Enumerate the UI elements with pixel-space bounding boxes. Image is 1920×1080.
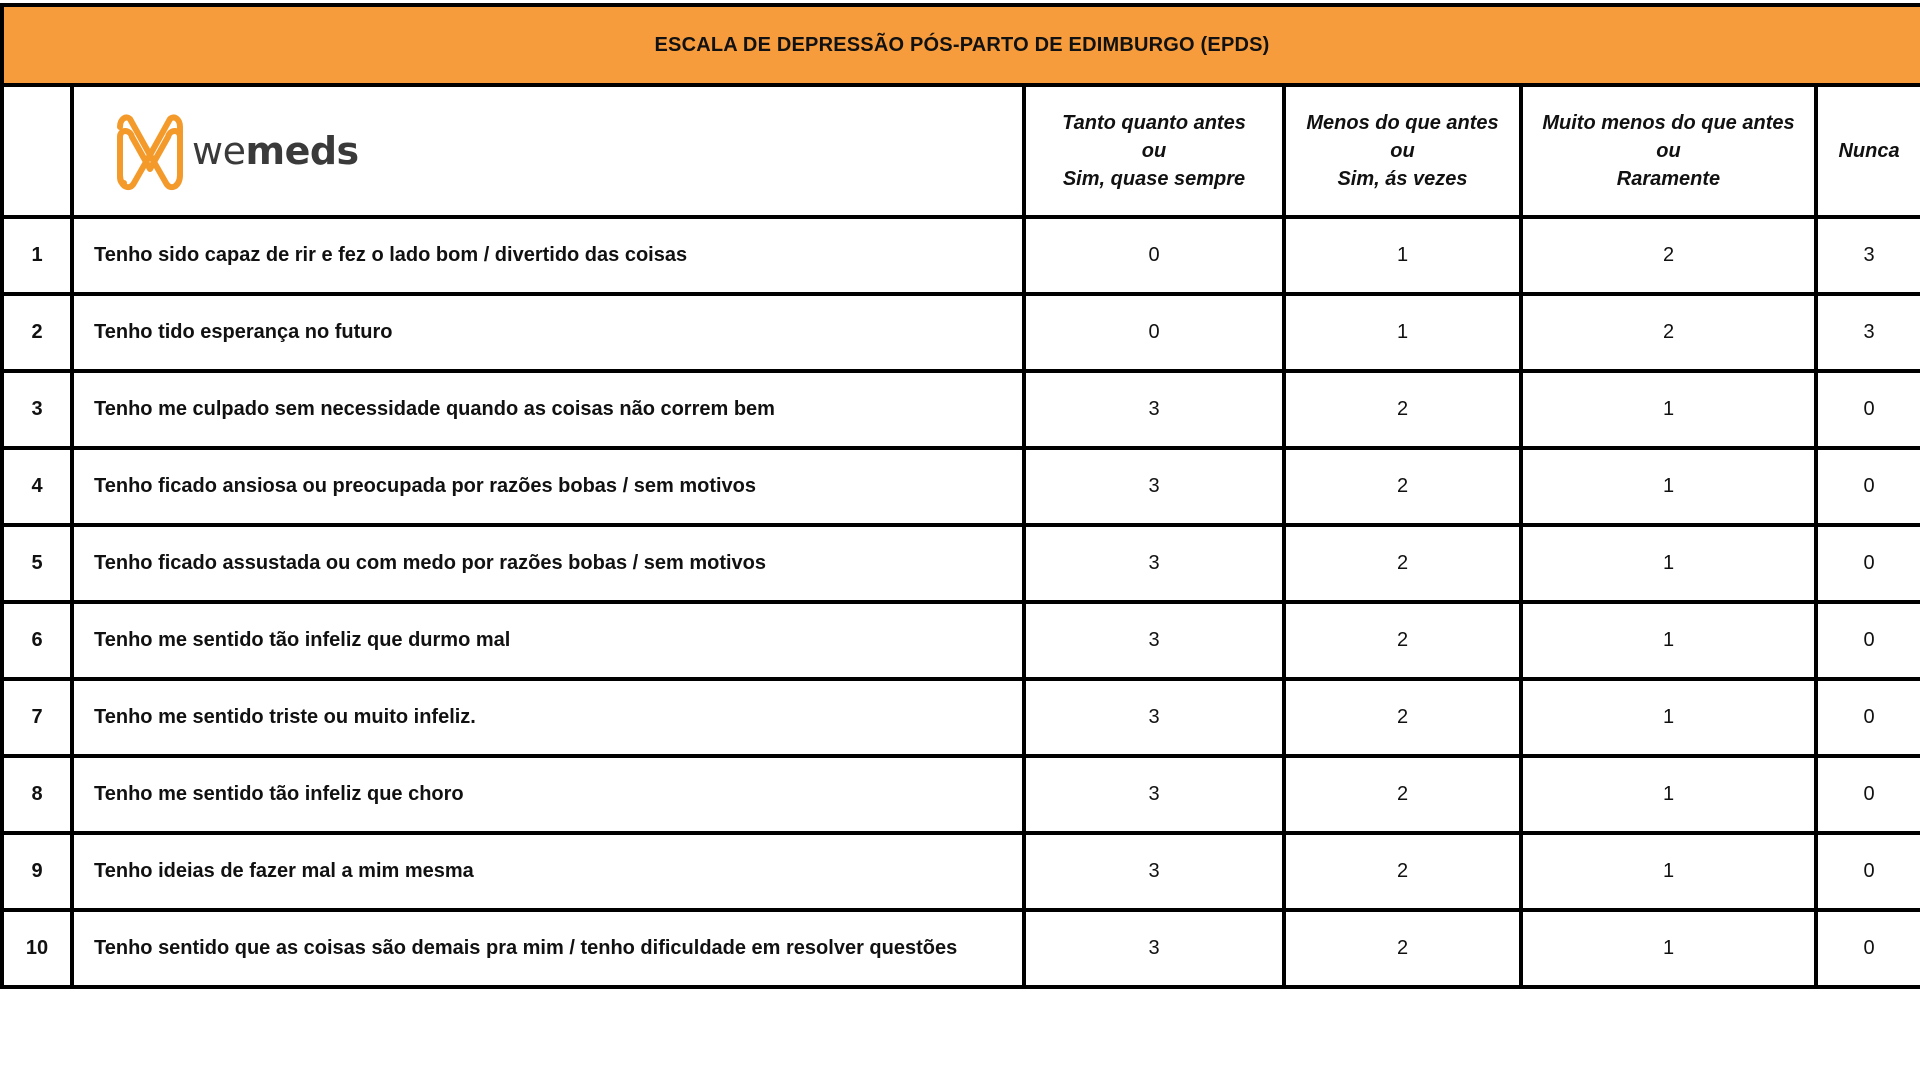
header-num-cell bbox=[2, 85, 72, 217]
table-row bbox=[2, 833, 1920, 910]
header-col-4: Nunca bbox=[1816, 85, 1920, 217]
row-number: 3 bbox=[2, 371, 72, 448]
epds-table bbox=[0, 3, 1920, 989]
table-row bbox=[2, 217, 1920, 294]
table-row bbox=[2, 910, 1920, 987]
table-row bbox=[2, 602, 1920, 679]
header-col-1: Tanto quanto antes ou Sim, quase sempre bbox=[1024, 85, 1284, 217]
score-cell: 2 bbox=[1521, 217, 1816, 294]
epds-sheet bbox=[0, 3, 1920, 989]
score-cell: 1 bbox=[1521, 602, 1816, 679]
score-cell: 1 bbox=[1521, 910, 1816, 987]
score-cell: 0 bbox=[1816, 371, 1920, 448]
row-number: 5 bbox=[2, 525, 72, 602]
score-cell: 2 bbox=[1284, 602, 1521, 679]
score-cell: 3 bbox=[1024, 371, 1284, 448]
question-text: Tenho me sentido triste ou muito infeliz. bbox=[72, 679, 1024, 756]
table-row bbox=[2, 371, 1920, 448]
score-cell: 1 bbox=[1521, 756, 1816, 833]
score-cell: 3 bbox=[1024, 756, 1284, 833]
row-number: 10 bbox=[2, 910, 72, 987]
row-number: 6 bbox=[2, 602, 72, 679]
row-number: 8 bbox=[2, 756, 72, 833]
question-text: Tenho ficado ansiosa ou preocupada por razões bobas / sem motivos bbox=[72, 448, 1024, 525]
score-cell: 0 bbox=[1024, 217, 1284, 294]
question-text: Tenho me sentido tão infeliz que choro bbox=[72, 756, 1024, 833]
score-cell: 2 bbox=[1284, 756, 1521, 833]
question-text: Tenho ficado assustada ou com medo por razões bobas / sem motivos bbox=[72, 525, 1024, 602]
score-cell: 3 bbox=[1024, 679, 1284, 756]
row-number: 1 bbox=[2, 217, 72, 294]
row-number: 2 bbox=[2, 294, 72, 371]
header-logo-cell bbox=[72, 85, 1024, 217]
score-cell: 0 bbox=[1816, 679, 1920, 756]
table-row bbox=[2, 525, 1920, 602]
table-row bbox=[2, 294, 1920, 371]
score-cell: 3 bbox=[1024, 525, 1284, 602]
wemeds-logo-text: wemeds bbox=[192, 129, 359, 173]
score-cell: 0 bbox=[1816, 833, 1920, 910]
question-text: Tenho sido capaz de rir e fez o lado bom / divertido das coisas bbox=[72, 217, 1024, 294]
score-cell: 0 bbox=[1816, 910, 1920, 987]
question-text: Tenho me culpado sem necessidade quando as coisas não correm bem bbox=[72, 371, 1024, 448]
title-row bbox=[2, 5, 1920, 85]
table-row bbox=[2, 679, 1920, 756]
question-text: Tenho ideias de fazer mal a mim mesma bbox=[72, 833, 1024, 910]
score-cell: 3 bbox=[1024, 602, 1284, 679]
table-title: ESCALA DE DEPRESSÃO PÓS-PARTO DE EDIMBURGO (EPDS) bbox=[2, 5, 1920, 85]
score-cell: 0 bbox=[1816, 756, 1920, 833]
score-cell: 0 bbox=[1024, 294, 1284, 371]
score-cell: 0 bbox=[1816, 448, 1920, 525]
header-row bbox=[2, 85, 1920, 217]
score-cell: 1 bbox=[1521, 525, 1816, 602]
score-cell: 3 bbox=[1024, 448, 1284, 525]
score-cell: 1 bbox=[1521, 833, 1816, 910]
score-cell: 1 bbox=[1284, 294, 1521, 371]
table-row bbox=[2, 756, 1920, 833]
score-cell: 2 bbox=[1284, 833, 1521, 910]
wemeds-logo-icon bbox=[116, 109, 184, 193]
score-cell: 1 bbox=[1284, 217, 1521, 294]
score-cell: 2 bbox=[1284, 448, 1521, 525]
score-cell: 3 bbox=[1024, 910, 1284, 987]
row-number: 7 bbox=[2, 679, 72, 756]
score-cell: 3 bbox=[1816, 217, 1920, 294]
question-text: Tenho me sentido tão infeliz que durmo mal bbox=[72, 602, 1024, 679]
row-number: 4 bbox=[2, 448, 72, 525]
score-cell: 0 bbox=[1816, 602, 1920, 679]
question-text: Tenho tido esperança no futuro bbox=[72, 294, 1024, 371]
score-cell: 1 bbox=[1521, 371, 1816, 448]
score-cell: 2 bbox=[1284, 910, 1521, 987]
score-cell: 2 bbox=[1284, 525, 1521, 602]
score-cell: 1 bbox=[1521, 448, 1816, 525]
score-cell: 3 bbox=[1024, 833, 1284, 910]
score-cell: 2 bbox=[1284, 371, 1521, 448]
score-cell: 2 bbox=[1284, 679, 1521, 756]
score-cell: 0 bbox=[1816, 525, 1920, 602]
score-cell: 3 bbox=[1816, 294, 1920, 371]
score-cell: 1 bbox=[1521, 679, 1816, 756]
score-cell: 2 bbox=[1521, 294, 1816, 371]
header-col-2: Menos do que antes ou Sim, ás vezes bbox=[1284, 85, 1521, 217]
row-number: 9 bbox=[2, 833, 72, 910]
header-col-3: Muito menos do que antes ou Raramente bbox=[1521, 85, 1816, 217]
wemeds-logo bbox=[74, 109, 1022, 193]
question-text: Tenho sentido que as coisas são demais pra mim / tenho dificuldade em resolver questões bbox=[72, 910, 1024, 987]
table-row bbox=[2, 448, 1920, 525]
